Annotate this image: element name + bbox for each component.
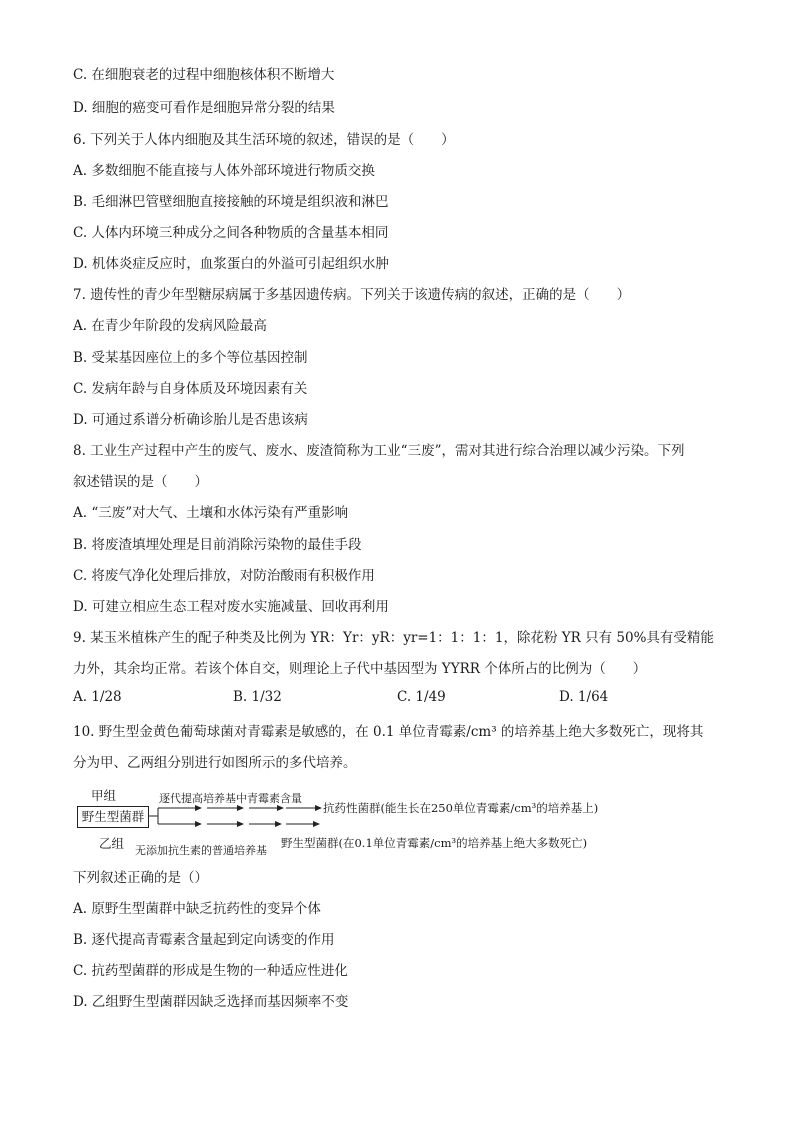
- q6-option-b: B. 毛细淋巴管壁细胞直接接触的环境是组织液和淋巴: [73, 194, 389, 210]
- group-a-label: 甲组: [91, 788, 117, 803]
- q6-option-a: A. 多数细胞不能直接与人体外部环境进行物质交换: [73, 163, 375, 179]
- q6-option-c: C. 人体内环境三种成分之间各种物质的含量基本相同: [73, 225, 389, 241]
- bottom-condition-label: 无添加抗生素的普通培养基: [135, 844, 267, 857]
- bottom-result-label: 野生型菌群(在0.1单位青霉素/cm³的培养基上绝大多数死亡): [281, 836, 588, 850]
- q10-option-b: B. 逐代提高青霉素含量起到定向诱变的作用: [73, 932, 335, 948]
- q8-stem-line1: 8. 工业生产过程中产生的废气、废水、废渣简称为工业“三废”，需对其进行综合治理以减少污染。下列: [73, 443, 685, 459]
- wild-type-box: 野生型菌群: [77, 806, 149, 828]
- q8-option-a: A. “三废”对大气、土壤和水体污染有严重影响: [73, 505, 349, 521]
- q8-stem-line2: 叙述错误的是（ ）: [73, 474, 208, 490]
- q7-option-c: C. 发病年龄与自身体质及环境因素有关: [73, 381, 308, 397]
- q8-option-c: C. 将废气净化处理后排放，对防治酸雨有积极作用: [73, 568, 375, 584]
- q9-option-d: D. 1/64: [559, 689, 609, 705]
- q10-prompt: 下列叙述正确的是（）: [73, 870, 208, 886]
- q9-stem-line1: 9. 某玉米植株产生的配子种类及比例为 YR：Yr：yR：yr=1：1：1：1，除花粉 YR 只有 50%具有受精能: [73, 630, 714, 646]
- q10-stem-line2: 分为甲、乙两组分别进行如图所示的多代培养。: [73, 755, 357, 771]
- top-result-label: 抗药性菌群(能生长在250单位青霉素/cm³的培养基上): [323, 801, 599, 815]
- q6-stem: 6. 下列关于人体内细胞及其生活环境的叙述，错误的是（ ）: [73, 132, 455, 148]
- q10-option-a: A. 原野生型菌群中缺乏抗药性的变异个体: [73, 901, 321, 917]
- q5-option-d: D. 细胞的癌变可看作是细胞异常分裂的结果: [73, 100, 335, 116]
- q5-option-c: C. 在细胞衰老的过程中细胞核体积不断增大: [73, 67, 335, 83]
- q10-option-d: D. 乙组野生型菌群因缺乏选择而基因频率不变: [73, 994, 349, 1010]
- q10-option-c: C. 抗药型菌群的形成是生物的一种适应性进化: [73, 963, 348, 979]
- q7-stem: 7. 遗传性的青少年型糖尿病属于多基因遗传病。下列关于该遗传病的叙述，正确的是（ ）: [73, 287, 631, 303]
- q9-option-b: B. 1/32: [233, 689, 282, 705]
- q8-option-d: D. 可建立相应生态工程对废水实施减量、回收再利用: [73, 599, 389, 615]
- q10-stem-line1: 10. 野生型金黄色葡萄球菌对青霉素是敏感的，在 0.1 单位青霉素/cm³ 的培养基上绝大多数死亡，现将其: [73, 724, 704, 740]
- q7-option-a: A. 在青少年阶段的发病风险最高: [73, 318, 267, 334]
- q9-option-c: C. 1/49: [397, 689, 446, 705]
- q10-diagram: [73, 782, 633, 860]
- q9-option-a: A. 1/28: [73, 689, 122, 705]
- q9-options: [73, 689, 733, 709]
- q6-option-d: D. 机体炎症反应时，血浆蛋白的外溢可引起组织水肿: [73, 256, 389, 272]
- top-condition-label: 逐代提高培养基中青霉素含量: [159, 792, 302, 805]
- q9-stem-line2: 力外，其余均正常。若该个体自交，则理论上子代中基因型为 YYRR 个体所占的比例为（ ）: [73, 661, 647, 677]
- group-b-label: 乙组: [99, 836, 125, 851]
- q8-option-b: B. 将废渣填埋处理是目前消除污染物的最佳手段: [73, 537, 362, 553]
- q7-option-d: D. 可通过系谱分析确诊胎儿是否患该病: [73, 412, 308, 428]
- q7-option-b: B. 受某基因座位上的多个等位基因控制: [73, 350, 308, 366]
